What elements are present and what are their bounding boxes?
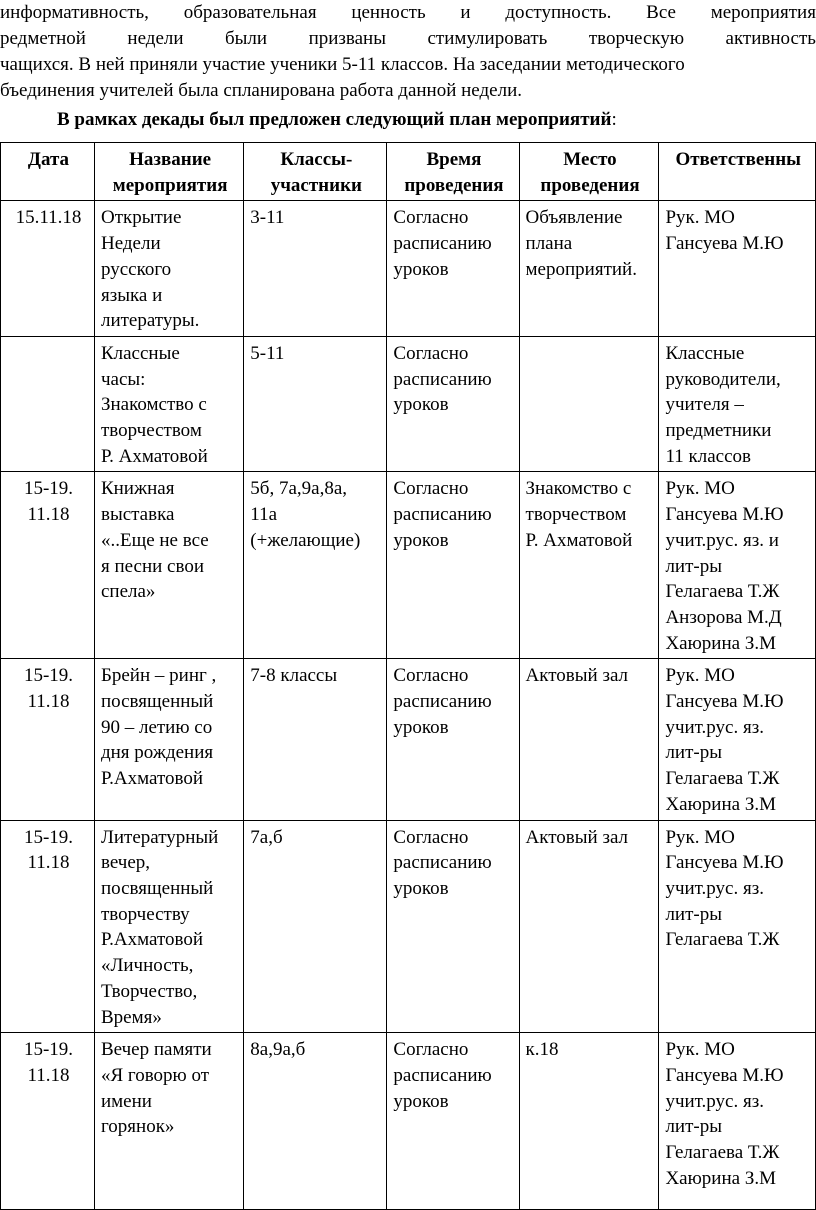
cell-line: лит-ры — [665, 1116, 722, 1138]
plan-heading — [57, 107, 617, 133]
table-row — [1, 820, 816, 1033]
paragraph-line — [0, 26, 816, 52]
paragraph-word: недели — [127, 28, 184, 49]
cell-line: уроков — [393, 1090, 449, 1112]
cell-line: Ответственны — [675, 149, 801, 170]
table-row — [1, 659, 816, 820]
header-event-name — [94, 143, 243, 201]
cell-responsible — [659, 659, 816, 820]
cell-line: уроков — [393, 716, 449, 738]
cell-line: 90 – летию со — [100, 716, 213, 738]
cell-line: имени — [100, 1090, 152, 1112]
cell-line: Р. Ахматовой — [100, 445, 208, 467]
cell-line: 7-8 классы — [250, 665, 338, 687]
paragraph-text: бъединения учителей была спланирована работа данной недели. — [0, 80, 522, 101]
cell-line: уроков — [393, 258, 449, 280]
cell-line: Время» — [100, 1006, 162, 1028]
cell-date — [1, 472, 95, 659]
cell-line: расписанию — [393, 504, 492, 526]
cell-line: Анзорова М.Д — [665, 606, 782, 628]
cell-event-name — [94, 336, 243, 472]
cell-line: уроков — [393, 394, 449, 416]
cell-line: Согласно — [393, 207, 469, 229]
table-row — [1, 472, 816, 659]
cell-line: посвященный — [100, 691, 214, 713]
cell-line: посвященный — [100, 877, 214, 899]
cell-line: Классные — [665, 342, 745, 364]
cell-time — [387, 659, 519, 820]
cell-line: Знакомство с — [525, 478, 632, 500]
cell-line: 15.11.18 — [15, 207, 82, 229]
cell-line: Рук. МО — [665, 207, 735, 229]
paragraph-word: были — [225, 28, 268, 49]
table-header-row — [1, 143, 816, 201]
cell-time — [387, 201, 519, 337]
cell-line: (+желающие) — [250, 529, 361, 551]
cell-line: 8а,9а,б — [250, 1039, 306, 1061]
cell-line: Согласно — [393, 1039, 469, 1061]
cell-responsible — [659, 1033, 816, 1210]
cell-line: руководители, — [665, 368, 781, 390]
paragraph-word: стимулировать — [427, 28, 548, 49]
paragraph-word: призваны — [308, 28, 386, 49]
paragraph-word: редметной — [0, 28, 86, 49]
cell-line: расписанию — [393, 852, 492, 874]
cell-line: 11 классов — [665, 445, 751, 467]
cell-line: Литературный — [100, 826, 219, 848]
cell-line: выставка — [100, 504, 175, 526]
cell-line: 3-11 — [250, 207, 285, 229]
cell-classes — [244, 472, 387, 659]
cell-line: спела» — [100, 581, 156, 603]
cell-line: Рук. МО — [665, 1039, 735, 1061]
cell-line: Гелагаева Т.Ж — [665, 1142, 780, 1164]
cell-line: горянок» — [100, 1116, 175, 1138]
cell-place — [519, 659, 659, 820]
cell-line: «Я говорю от — [100, 1064, 210, 1086]
cell-line: Книжная — [100, 478, 175, 500]
table-row — [1, 336, 816, 472]
cell-event-name — [94, 1033, 243, 1210]
cell-line: Гансуева М.Ю — [665, 233, 784, 255]
cell-line: Классы- — [280, 149, 353, 170]
cell-line: учит.рус. яз. и — [665, 529, 779, 551]
cell-line: Гелагаева Т.Ж — [665, 768, 780, 790]
cell-line: 15-19. — [23, 665, 74, 687]
paragraph-line — [0, 0, 816, 26]
cell-line: предметники — [665, 420, 772, 442]
cell-responsible — [659, 820, 816, 1033]
header-place — [519, 143, 659, 201]
cell-line: 11.18 — [27, 1064, 70, 1086]
cell-classes — [244, 336, 387, 472]
cell-line: расписанию — [393, 691, 492, 713]
cell-line: расписанию — [393, 233, 492, 255]
cell-line: 11а — [250, 504, 278, 526]
cell-line: учит.рус. яз. — [665, 877, 764, 899]
cell-line: проведения — [540, 174, 640, 196]
cell-line: 11.18 — [27, 504, 70, 526]
events-table — [0, 142, 816, 1210]
cell-line: Рук. МО — [665, 826, 735, 848]
cell-line: Брейн – ринг , — [100, 665, 217, 687]
cell-line: Классные — [100, 342, 180, 364]
cell-line: творчеству — [100, 903, 190, 925]
cell-line: к.18 — [525, 1039, 559, 1061]
cell-line: часы: — [100, 368, 146, 390]
cell-line: учит.рус. яз. — [665, 1090, 764, 1112]
cell-line: Хаюрина З.М — [665, 1167, 776, 1189]
paragraph-word: мероприятия — [710, 2, 816, 23]
paragraph-word: доступность. — [505, 2, 612, 23]
paragraph-word: информативность, — [0, 2, 149, 23]
cell-line: Рук. МО — [665, 665, 735, 687]
cell-responsible — [659, 201, 816, 337]
cell-line: учителя – — [665, 394, 744, 416]
cell-line: расписанию — [393, 368, 492, 390]
cell-line: литературы. — [100, 310, 200, 332]
cell-line: Хаюрина З.М — [665, 793, 776, 815]
cell-responsible — [659, 336, 816, 472]
cell-line: 15-19. — [23, 826, 74, 848]
cell-line: Гансуева М.Ю — [665, 1064, 784, 1086]
cell-line: я песни свои — [100, 555, 204, 577]
cell-line: лит-ры — [665, 555, 722, 577]
header-responsible — [659, 143, 816, 201]
cell-line: Р.Ахматовой — [100, 768, 204, 790]
cell-line: Место — [563, 149, 617, 170]
cell-place — [519, 820, 659, 1033]
cell-classes — [244, 1033, 387, 1210]
cell-time — [387, 336, 519, 472]
cell-line: участники — [270, 174, 362, 196]
cell-line: Согласно — [393, 665, 469, 687]
paragraph-line — [0, 52, 816, 78]
cell-classes — [244, 201, 387, 337]
cell-line: 11.18 — [27, 691, 70, 713]
paragraph-text: чащихся. В ней приняли участие ученики 5-11 классов. На заседании методического — [0, 54, 685, 75]
cell-line: 7а,б — [250, 826, 283, 848]
cell-line: уроков — [393, 877, 449, 899]
cell-event-name — [94, 659, 243, 820]
cell-event-name — [94, 820, 243, 1033]
paragraph-word: образовательная — [183, 2, 317, 23]
header-date — [1, 143, 95, 201]
paragraph-word: Все — [646, 2, 676, 23]
cell-line: «..Еще не все — [100, 529, 209, 551]
cell-line: «Личность, — [100, 955, 194, 977]
cell-date — [1, 659, 95, 820]
cell-line: языка и — [100, 284, 163, 306]
paragraph-word: творческую — [588, 28, 685, 49]
cell-line: 5-11 — [250, 342, 285, 364]
cell-responsible — [659, 472, 816, 659]
cell-line: Дата — [27, 149, 70, 170]
cell-line: Гелагаева Т.Ж — [665, 581, 780, 603]
cell-line: 5б, 7а,9а,8а, — [250, 478, 347, 500]
cell-line: Актовый зал — [525, 826, 629, 848]
cell-line: Р. Ахматовой — [525, 529, 633, 551]
header-time — [387, 143, 519, 201]
cell-line: лит-ры — [665, 903, 722, 925]
cell-time — [387, 820, 519, 1033]
cell-line: Гансуева М.Ю — [665, 691, 784, 713]
cell-line: Гансуева М.Ю — [665, 852, 784, 874]
cell-line: Недели — [100, 233, 161, 255]
cell-classes — [244, 659, 387, 820]
cell-line: 11.18 — [27, 852, 70, 874]
cell-date — [1, 201, 95, 337]
cell-place — [519, 472, 659, 659]
paragraph-line — [0, 78, 816, 104]
cell-line: Р.Ахматовой — [100, 929, 204, 951]
cell-line: лит-ры — [665, 742, 722, 764]
cell-line: Актовый зал — [525, 665, 629, 687]
cell-line: Гелагаева Т.Ж — [665, 929, 780, 951]
plan-heading-colon: : — [611, 109, 617, 130]
cell-line: мероприятий. — [525, 258, 637, 280]
cell-line: проведения — [404, 174, 504, 196]
header-classes — [244, 143, 387, 201]
cell-line: дня рождения — [100, 742, 214, 764]
cell-event-name — [94, 201, 243, 337]
cell-line: плана — [525, 233, 573, 255]
cell-line: Творчество, — [100, 980, 198, 1002]
cell-line: Знакомство с — [100, 394, 207, 416]
plan-heading-bold: В рамках декады был предложен следующий план мероприятий — [57, 109, 612, 130]
cell-time — [387, 1033, 519, 1210]
cell-place — [519, 201, 659, 337]
cell-classes — [244, 820, 387, 1033]
cell-place — [519, 1033, 659, 1210]
paragraph-word: активность — [725, 28, 816, 49]
cell-line: Согласно — [393, 478, 469, 500]
cell-line: мероприятия — [112, 174, 228, 196]
cell-event-name — [94, 472, 243, 659]
table-row — [1, 1033, 816, 1210]
cell-line: Объявление — [525, 207, 623, 229]
cell-line: Открытие — [100, 207, 182, 229]
cell-line: Время — [426, 149, 482, 170]
cell-line: Хаюрина З.М — [665, 632, 776, 654]
cell-line: расписанию — [393, 1064, 492, 1086]
cell-line: 15-19. — [23, 478, 74, 500]
paragraph-word: ценность — [351, 2, 426, 23]
paragraph-word: и — [460, 2, 471, 23]
intro-paragraph — [0, 0, 816, 104]
cell-place — [519, 336, 659, 472]
cell-date — [1, 820, 95, 1033]
cell-line: вечер, — [100, 852, 151, 874]
table-row — [1, 201, 816, 337]
cell-line: творчеством — [525, 504, 627, 526]
cell-date — [1, 336, 95, 472]
cell-line: Рук. МО — [665, 478, 735, 500]
cell-line: учит.рус. яз. — [665, 716, 764, 738]
cell-line: уроков — [393, 529, 449, 551]
cell-date — [1, 1033, 95, 1210]
cell-line: Согласно — [393, 342, 469, 364]
cell-line: русского — [100, 258, 172, 280]
cell-line: Согласно — [393, 826, 469, 848]
cell-line: Гансуева М.Ю — [665, 504, 784, 526]
cell-line: Название — [129, 149, 212, 170]
cell-time — [387, 472, 519, 659]
cell-line: Вечер памяти — [100, 1039, 212, 1061]
cell-line: творчеством — [100, 420, 202, 442]
cell-line: 15-19. — [23, 1039, 74, 1061]
